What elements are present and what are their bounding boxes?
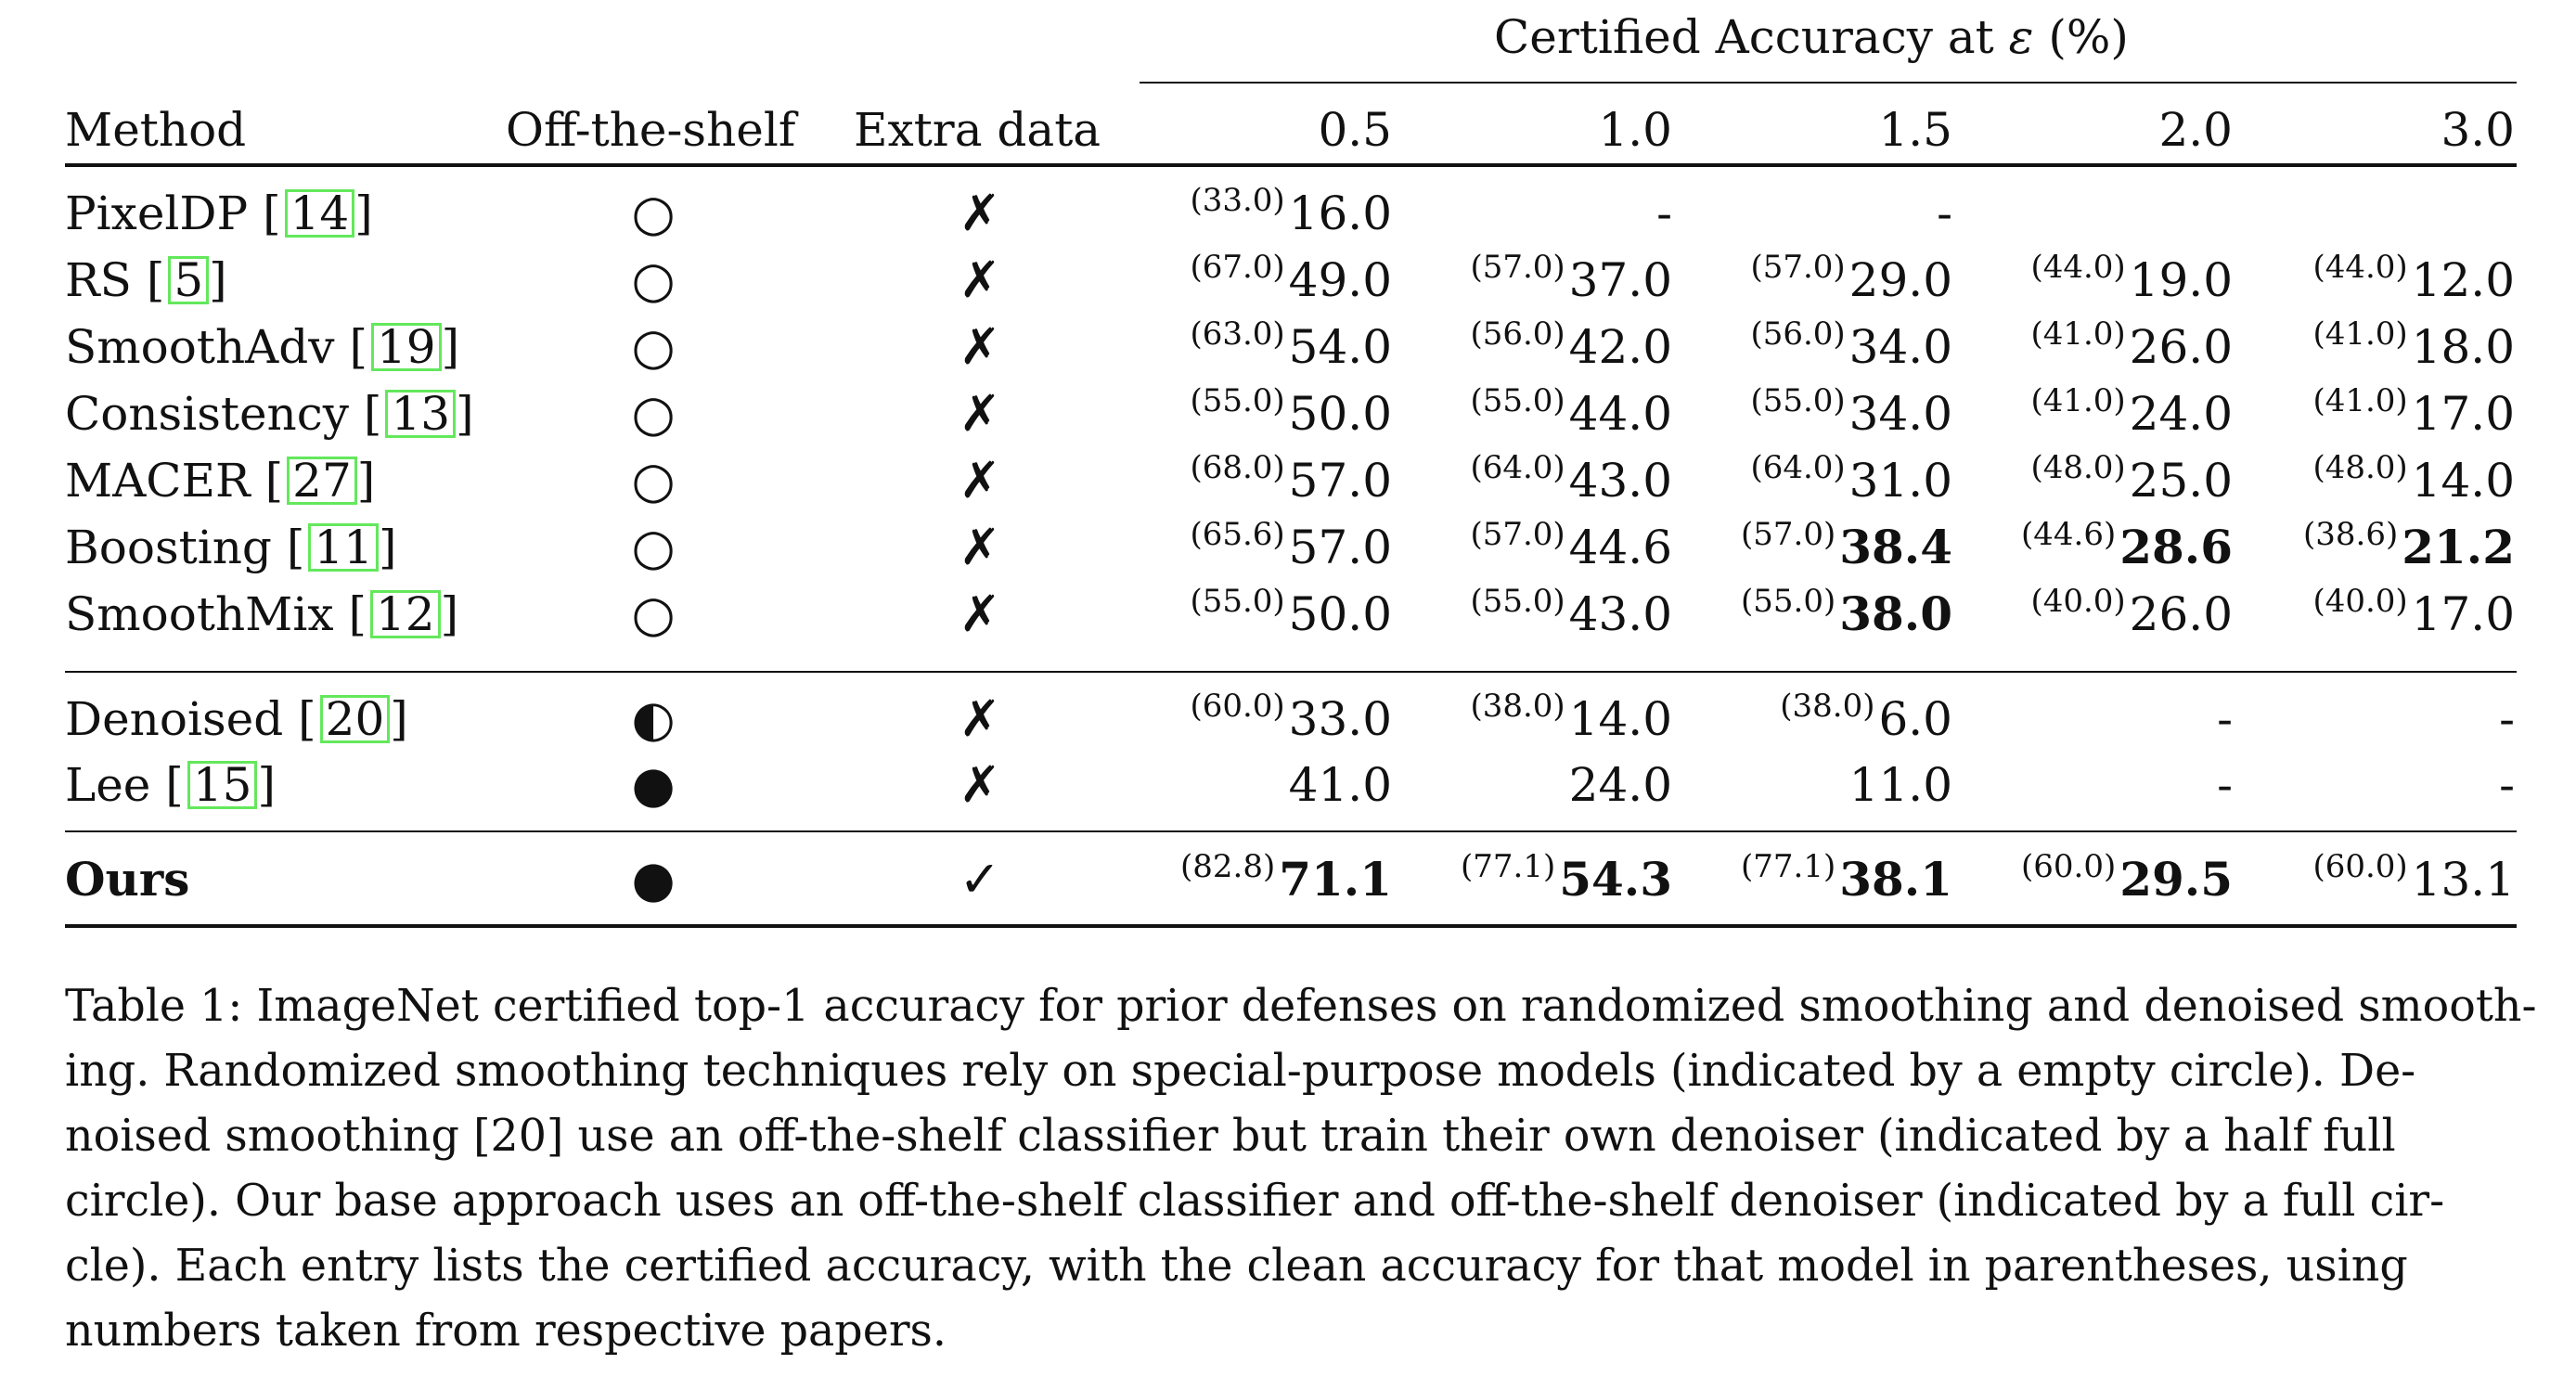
method-name: MACER bbox=[65, 454, 251, 508]
clean-accuracy: (63.0) bbox=[1190, 315, 1285, 353]
off-the-shelf-indicator-icon: ● bbox=[631, 755, 676, 814]
cross-mark-icon: ✗ bbox=[959, 689, 1001, 748]
certified-accuracy: 50.0 bbox=[1288, 387, 1392, 441]
method-name: RS bbox=[65, 253, 132, 307]
certified-accuracy: 26.0 bbox=[2129, 587, 2233, 641]
clean-accuracy: (55.0) bbox=[1470, 583, 1565, 620]
accuracy-cell bbox=[1114, 382, 1392, 447]
citation-link[interactable]: 11 bbox=[308, 523, 379, 572]
off-the-shelf-indicator-icon: ○ bbox=[631, 184, 676, 242]
clean-accuracy: (55.0) bbox=[1470, 382, 1565, 419]
certified-accuracy: 54.0 bbox=[1288, 320, 1392, 374]
certified-accuracy: 24.0 bbox=[2129, 387, 2233, 441]
clean-accuracy: (41.0) bbox=[2030, 382, 2126, 419]
clean-accuracy: (55.0) bbox=[1190, 583, 1285, 620]
off-the-shelf-indicator-icon: ○ bbox=[631, 518, 676, 576]
clean-accuracy: (33.0) bbox=[1190, 182, 1285, 219]
citation-link[interactable]: 19 bbox=[371, 323, 442, 371]
citation: [ 5 ] bbox=[146, 253, 227, 307]
accuracy-cell bbox=[1954, 249, 2233, 314]
accuracy-cell bbox=[1674, 583, 1952, 648]
caption-line: Table 1: ImageNet certified top-1 accuracy for prior defenses on randomized smoothing and denoised smooth- bbox=[65, 981, 2537, 1032]
extra-data-column-header: Extra data bbox=[854, 103, 1101, 157]
method-name: Boosting bbox=[65, 521, 272, 574]
certified-accuracy: 50.0 bbox=[1288, 587, 1392, 641]
certified-accuracy: 41.0 bbox=[1288, 758, 1392, 812]
accuracy-cell bbox=[1114, 449, 1392, 514]
accuracy-cell bbox=[1674, 516, 1952, 581]
accuracy-cell bbox=[1114, 583, 1392, 648]
certified-accuracy: 21.2 bbox=[2402, 520, 2515, 574]
certified-accuracy: 29.0 bbox=[1848, 253, 1952, 307]
group-header-prefix: Certified Accuracy at bbox=[1494, 10, 2009, 64]
clean-accuracy: (48.0) bbox=[2030, 449, 2126, 486]
method-name-cell bbox=[65, 386, 474, 442]
accuracy-cell bbox=[1114, 757, 1392, 813]
accuracy-cell bbox=[1394, 583, 1672, 648]
certified-accuracy: - bbox=[2499, 758, 2515, 812]
accuracy-cell bbox=[1674, 449, 1952, 514]
certified-accuracy: 49.0 bbox=[1288, 253, 1392, 307]
clean-accuracy: (44.6) bbox=[2020, 516, 2117, 553]
caption-line: numbers taken from respective papers. bbox=[65, 1306, 947, 1357]
clean-accuracy: (67.0) bbox=[1190, 249, 1285, 286]
certified-accuracy: 38.1 bbox=[1839, 852, 1952, 907]
citation: [ 13 ] bbox=[363, 387, 474, 441]
method-name: Denoised bbox=[65, 692, 284, 746]
table-caption bbox=[65, 974, 2570, 1364]
certified-accuracy: 57.0 bbox=[1288, 521, 1392, 574]
method-name-cell bbox=[65, 319, 459, 375]
epsilon-symbol: ε bbox=[2008, 10, 2034, 64]
accuracy-cell bbox=[1114, 249, 1392, 314]
off-the-shelf-indicator-icon: ○ bbox=[631, 585, 676, 643]
check-mark-icon: ✓ bbox=[959, 850, 1001, 908]
accuracy-cell bbox=[2236, 315, 2515, 380]
certified-accuracy: 14.0 bbox=[1568, 692, 1672, 746]
accuracy-cell bbox=[1954, 449, 2233, 514]
accuracy-cell bbox=[2236, 757, 2515, 813]
certified-accuracy: 57.0 bbox=[1288, 454, 1392, 508]
clean-accuracy: (57.0) bbox=[1750, 249, 1846, 286]
clean-accuracy: (55.0) bbox=[1740, 583, 1836, 620]
citation-link[interactable]: 27 bbox=[287, 457, 357, 505]
method-column-header: Method bbox=[65, 103, 247, 157]
epsilon-header-4: 3.0 bbox=[2441, 103, 2515, 157]
method-name-cell bbox=[65, 520, 396, 575]
method-name-cell bbox=[65, 453, 375, 508]
accuracy-cell bbox=[1114, 688, 1392, 753]
accuracy-cell bbox=[1674, 688, 1952, 753]
off-the-shelf-column-header: Off-the-shelf bbox=[506, 103, 796, 157]
certified-accuracy: 33.0 bbox=[1288, 692, 1392, 746]
accuracy-cell bbox=[1394, 249, 1672, 314]
accuracy-cell bbox=[1394, 848, 1672, 913]
accuracy-cell bbox=[1954, 691, 2233, 747]
certified-accuracy: 42.0 bbox=[1568, 320, 1672, 374]
clean-accuracy: (41.0) bbox=[2312, 382, 2408, 419]
certified-accuracy: 54.3 bbox=[1559, 852, 1672, 907]
accuracy-cell bbox=[1674, 249, 1952, 314]
certified-accuracy: - bbox=[1937, 187, 1952, 240]
certified-accuracy: 24.0 bbox=[1568, 758, 1672, 812]
accuracy-cell bbox=[2236, 691, 2515, 747]
clean-accuracy: (41.0) bbox=[2030, 315, 2126, 353]
method-name-cell bbox=[65, 586, 458, 642]
certified-accuracy: 17.0 bbox=[2411, 587, 2515, 641]
method-name-cell bbox=[65, 691, 408, 747]
certified-accuracy: 11.0 bbox=[1848, 758, 1952, 812]
method-name: SmoothMix bbox=[65, 587, 334, 641]
accuracy-cell bbox=[1394, 449, 1672, 514]
cross-mark-icon: ✗ bbox=[959, 251, 1001, 309]
certified-accuracy: 13.1 bbox=[2411, 853, 2515, 907]
certified-accuracy: 26.0 bbox=[2129, 320, 2233, 374]
off-the-shelf-indicator-icon: ○ bbox=[631, 384, 676, 443]
clean-accuracy: (38.0) bbox=[1780, 688, 1875, 725]
cross-mark-icon: ✗ bbox=[959, 184, 1001, 242]
citation-link[interactable]: 14 bbox=[285, 189, 355, 238]
certified-accuracy: 43.0 bbox=[1568, 587, 1672, 641]
citation-link[interactable]: 15 bbox=[187, 761, 258, 809]
accuracy-cell bbox=[1674, 315, 1952, 380]
clean-accuracy: (64.0) bbox=[1750, 449, 1846, 486]
epsilon-header-3: 2.0 bbox=[2158, 103, 2233, 157]
group-header-suffix: (%) bbox=[2033, 10, 2129, 64]
citation: [ 19 ] bbox=[349, 320, 460, 374]
off-the-shelf-indicator-icon: ◐ bbox=[631, 689, 676, 748]
caption-line: ing. Randomized smoothing techniques rely on special-purpose models (indicated by a empty circle). De- bbox=[65, 1046, 2416, 1097]
off-the-shelf-indicator-icon: ○ bbox=[631, 251, 676, 309]
caption-line: cle). Each entry lists the certified accuracy, with the clean accuracy for that model in parentheses, using bbox=[65, 1241, 2408, 1292]
method-name: Consistency bbox=[65, 387, 350, 441]
clean-accuracy: (56.0) bbox=[1470, 315, 1565, 353]
clean-accuracy: (44.0) bbox=[2312, 249, 2408, 286]
accuracy-cell bbox=[1954, 315, 2233, 380]
accuracy-cell bbox=[1954, 382, 2233, 447]
citation: [ 11 ] bbox=[286, 521, 397, 574]
accuracy-cell bbox=[1114, 516, 1392, 581]
cross-mark-icon: ✗ bbox=[959, 317, 1001, 376]
accuracy-cell bbox=[2236, 382, 2515, 447]
citation-link[interactable]: 20 bbox=[320, 695, 391, 743]
clean-accuracy: (55.0) bbox=[1190, 382, 1285, 419]
clean-accuracy: (55.0) bbox=[1750, 382, 1846, 419]
certified-accuracy: 14.0 bbox=[2411, 454, 2515, 508]
epsilon-header-2: 1.5 bbox=[1878, 103, 1952, 157]
certified-accuracy: 17.0 bbox=[2411, 387, 2515, 441]
caption-line: noised smoothing [20] use an off-the-shelf classifier but train their own denoiser (indicated by a half full bbox=[65, 1111, 2396, 1162]
certified-accuracy-group-header bbox=[1494, 9, 2129, 65]
certified-accuracy: - bbox=[2217, 692, 2233, 746]
clean-accuracy: (77.1) bbox=[1740, 848, 1836, 885]
citation: [ 20 ] bbox=[298, 692, 408, 746]
accuracy-cell bbox=[1394, 382, 1672, 447]
cross-mark-icon: ✗ bbox=[959, 755, 1001, 814]
certified-accuracy: - bbox=[2217, 758, 2233, 812]
method-name: SmoothAdv bbox=[65, 320, 335, 374]
method-name-cell bbox=[65, 186, 373, 241]
off-the-shelf-indicator-icon: ○ bbox=[631, 451, 676, 509]
clean-accuracy: (57.0) bbox=[1470, 516, 1565, 553]
citation-link[interactable]: 12 bbox=[370, 590, 441, 638]
method-name-cell bbox=[65, 252, 227, 308]
certified-accuracy: 38.4 bbox=[1839, 520, 1952, 574]
clean-accuracy: (64.0) bbox=[1470, 449, 1565, 486]
cross-mark-icon: ✗ bbox=[959, 585, 1001, 643]
accuracy-cell bbox=[1674, 186, 1952, 241]
clean-accuracy: (68.0) bbox=[1190, 449, 1285, 486]
accuracy-cell bbox=[1674, 757, 1952, 813]
certified-accuracy: 44.6 bbox=[1568, 521, 1672, 574]
accuracy-cell bbox=[1954, 583, 2233, 648]
certified-accuracy: 28.6 bbox=[2119, 520, 2233, 574]
citation: [ 14 ] bbox=[263, 187, 373, 240]
certified-accuracy: 19.0 bbox=[2129, 253, 2233, 307]
clean-accuracy: (77.1) bbox=[1460, 848, 1556, 885]
clean-accuracy: (60.0) bbox=[1190, 688, 1285, 725]
clean-accuracy: (60.0) bbox=[2312, 848, 2408, 885]
clean-accuracy: (60.0) bbox=[2020, 848, 2117, 885]
accuracy-cell bbox=[1394, 315, 1672, 380]
accuracy-cell bbox=[1394, 516, 1672, 581]
certified-accuracy: 38.0 bbox=[1839, 586, 1952, 641]
citation-link[interactable]: 13 bbox=[385, 390, 456, 438]
clean-accuracy: (40.0) bbox=[2030, 583, 2126, 620]
certified-accuracy: - bbox=[2499, 692, 2515, 746]
clean-accuracy: (65.6) bbox=[1190, 516, 1285, 553]
certified-accuracy: 44.0 bbox=[1568, 387, 1672, 441]
certified-accuracy: 43.0 bbox=[1568, 454, 1672, 508]
accuracy-cell bbox=[1114, 848, 1392, 913]
accuracy-cell bbox=[1674, 382, 1952, 447]
caption-line: circle). Our base approach uses an off-the-shelf classifier and off-the-shelf denoiser (indicated by a full cir- bbox=[65, 1176, 2445, 1227]
accuracy-cell bbox=[2236, 848, 2515, 913]
accuracy-cell bbox=[2236, 449, 2515, 514]
cross-mark-icon: ✗ bbox=[959, 518, 1001, 576]
clean-accuracy: (48.0) bbox=[2312, 449, 2408, 486]
accuracy-cell bbox=[1114, 315, 1392, 380]
clean-accuracy: (40.0) bbox=[2312, 583, 2408, 620]
clean-accuracy: (57.0) bbox=[1740, 516, 1836, 553]
method-name: Lee bbox=[65, 758, 151, 812]
epsilon-header-0: 0.5 bbox=[1318, 103, 1392, 157]
cross-mark-icon: ✗ bbox=[959, 384, 1001, 443]
method-name-cell bbox=[65, 757, 276, 813]
citation: [ 27 ] bbox=[264, 454, 376, 508]
certified-accuracy: 71.1 bbox=[1279, 852, 1392, 907]
clean-accuracy: (38.6) bbox=[2302, 516, 2399, 553]
certified-accuracy: 34.0 bbox=[1848, 387, 1952, 441]
clean-accuracy: (41.0) bbox=[2312, 315, 2408, 353]
table-bottom-rule bbox=[65, 924, 2517, 928]
clean-accuracy: (56.0) bbox=[1750, 315, 1846, 353]
certified-accuracy: 16.0 bbox=[1288, 187, 1392, 240]
cross-mark-icon: ✗ bbox=[959, 451, 1001, 509]
accuracy-cell bbox=[1674, 848, 1952, 913]
certified-accuracy: 29.5 bbox=[2119, 852, 2233, 907]
clean-accuracy: (44.0) bbox=[2030, 249, 2126, 286]
accuracy-cell bbox=[1954, 516, 2233, 581]
certified-accuracy: 25.0 bbox=[2129, 454, 2233, 508]
clean-accuracy: (57.0) bbox=[1470, 249, 1565, 286]
citation-link[interactable]: 5 bbox=[168, 256, 209, 304]
group-separator-rule-1 bbox=[65, 671, 2517, 673]
citation: [ 15 ] bbox=[165, 758, 276, 812]
accuracy-cell bbox=[1394, 688, 1672, 753]
group-header-rule bbox=[1140, 82, 2517, 84]
certified-accuracy: - bbox=[1656, 187, 1672, 240]
clean-accuracy: (82.8) bbox=[1179, 848, 1276, 885]
off-the-shelf-indicator-icon: ○ bbox=[631, 317, 676, 376]
accuracy-cell bbox=[2236, 583, 2515, 648]
certified-accuracy: 18.0 bbox=[2411, 320, 2515, 374]
citation: [ 12 ] bbox=[348, 587, 459, 641]
certified-accuracy: 31.0 bbox=[1848, 454, 1952, 508]
clean-accuracy: (38.0) bbox=[1470, 688, 1565, 725]
certified-accuracy: 37.0 bbox=[1568, 253, 1672, 307]
certified-accuracy: 34.0 bbox=[1848, 320, 1952, 374]
method-name: Ours bbox=[65, 852, 190, 907]
header-bottom-rule bbox=[65, 163, 2517, 167]
group-separator-rule-2 bbox=[65, 830, 2517, 832]
epsilon-header-1: 1.0 bbox=[1598, 103, 1672, 157]
off-the-shelf-indicator-icon: ● bbox=[631, 850, 676, 908]
method-name-cell bbox=[65, 852, 189, 907]
accuracy-cell bbox=[1954, 757, 2233, 813]
accuracy-cell bbox=[1114, 182, 1392, 247]
certified-accuracy: 12.0 bbox=[2411, 253, 2515, 307]
certified-accuracy: 6.0 bbox=[1878, 692, 1952, 746]
accuracy-cell bbox=[1394, 757, 1672, 813]
accuracy-cell bbox=[1954, 848, 2233, 913]
accuracy-cell bbox=[1394, 186, 1672, 241]
accuracy-cell bbox=[2236, 516, 2515, 581]
method-name: PixelDP bbox=[65, 187, 249, 240]
accuracy-cell bbox=[2236, 249, 2515, 314]
